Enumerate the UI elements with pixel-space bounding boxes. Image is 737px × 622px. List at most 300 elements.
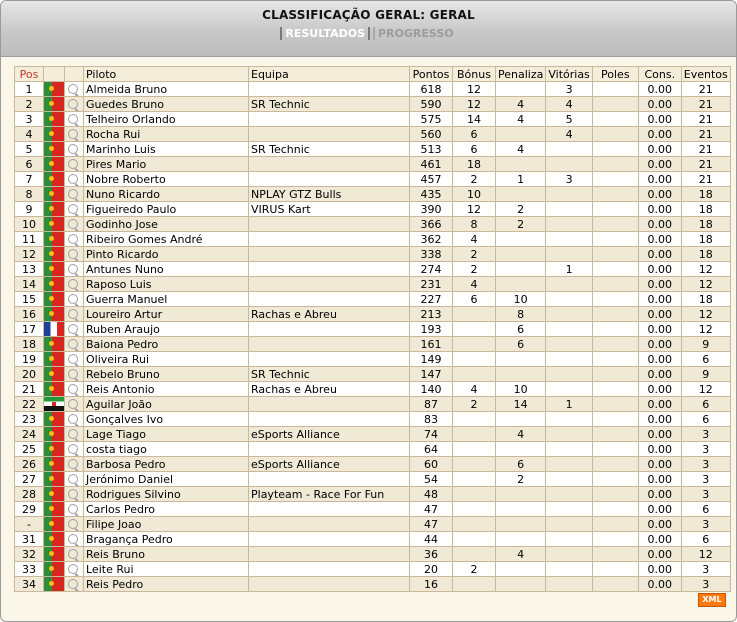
cell-piloto[interactable]: Baiona Pedro	[84, 337, 249, 352]
cell-equipa	[249, 502, 410, 517]
cell-pontos: 457	[410, 172, 453, 187]
cell-vitorias	[546, 142, 592, 157]
cell-piloto[interactable]: Aguilar João	[84, 397, 249, 412]
cell-penaliza	[496, 487, 546, 502]
cell-pos: 1	[15, 82, 44, 97]
table-row	[15, 487, 731, 502]
cell-flag	[44, 292, 65, 307]
cell-pontos: 74	[410, 427, 453, 442]
magnifier-icon[interactable]	[68, 354, 78, 364]
magnifier-icon[interactable]	[68, 504, 78, 514]
flag-pt-icon	[44, 112, 64, 126]
cell-pontos: 461	[410, 157, 453, 172]
cell-penaliza	[496, 187, 546, 202]
cell-pontos: 435	[410, 187, 453, 202]
cell-cons: 0.00	[638, 562, 681, 577]
cell-vitorias: 1	[546, 262, 592, 277]
flag-pt-icon	[44, 427, 64, 441]
table-row	[15, 397, 731, 412]
cell-details	[65, 397, 84, 412]
cell-pontos: 590	[410, 97, 453, 112]
cell-pos: 18	[15, 337, 44, 352]
table-row	[15, 262, 731, 277]
cell-equipa	[249, 157, 410, 172]
cell-poles	[592, 382, 638, 397]
cell-piloto[interactable]: Filipe Joao	[84, 517, 249, 532]
magnifier-icon[interactable]	[68, 519, 78, 529]
cell-eventos: 3	[681, 427, 730, 442]
cell-bonus	[453, 337, 496, 352]
magnifier-icon[interactable]	[68, 174, 78, 184]
col-flag	[44, 67, 65, 82]
cell-cons: 0.00	[638, 172, 681, 187]
cell-pos: 28	[15, 487, 44, 502]
cell-pontos: 44	[410, 532, 453, 547]
cell-penaliza	[496, 532, 546, 547]
cell-equipa	[249, 472, 410, 487]
col-bonus[interactable]: Bónus	[453, 67, 496, 82]
flag-pt-icon	[44, 487, 64, 501]
cell-piloto[interactable]: Guerra Manuel	[84, 292, 249, 307]
cell-piloto[interactable]: Bragança Pedro	[84, 532, 249, 547]
cell-cons: 0.00	[638, 112, 681, 127]
cell-piloto[interactable]: Godinho Jose	[84, 217, 249, 232]
cell-poles	[592, 427, 638, 442]
flag-pt-icon	[44, 562, 64, 576]
cell-penaliza: 6	[496, 322, 546, 337]
cell-poles	[592, 217, 638, 232]
cell-flag	[44, 232, 65, 247]
col-pontos[interactable]: Pontos	[410, 67, 453, 82]
cell-equipa	[249, 412, 410, 427]
cell-equipa	[249, 577, 410, 592]
cell-eventos: 3	[681, 517, 730, 532]
cell-cons: 0.00	[638, 412, 681, 427]
cell-eventos: 12	[681, 547, 730, 562]
tab-resultados[interactable]: RESULTADOS	[280, 27, 370, 40]
cell-flag	[44, 157, 65, 172]
cell-flag	[44, 517, 65, 532]
cell-eventos: 3	[681, 577, 730, 592]
cell-penaliza: 2	[496, 202, 546, 217]
cell-pos: 15	[15, 292, 44, 307]
flag-pt-icon	[44, 472, 64, 486]
cell-bonus	[453, 487, 496, 502]
col-cons[interactable]: Cons.	[638, 67, 681, 82]
cell-pontos: 366	[410, 217, 453, 232]
cell-flag	[44, 427, 65, 442]
cell-details	[65, 322, 84, 337]
cell-pontos: 231	[410, 277, 453, 292]
cell-eventos: 21	[681, 172, 730, 187]
flag-pt-icon	[44, 307, 64, 321]
cell-eventos: 12	[681, 382, 730, 397]
cell-piloto[interactable]: Lage Tiago	[84, 427, 249, 442]
cell-penaliza: 2	[496, 217, 546, 232]
cell-details	[65, 367, 84, 382]
cell-pos: 13	[15, 262, 44, 277]
cell-pos: 10	[15, 217, 44, 232]
table-row	[15, 187, 731, 202]
tab-progresso[interactable]: PROGRESSO	[373, 27, 457, 40]
magnifier-icon[interactable]	[68, 534, 78, 544]
cell-pontos: 60	[410, 457, 453, 472]
cell-pos: 17	[15, 322, 44, 337]
magnifier-icon[interactable]	[68, 114, 78, 124]
cell-vitorias	[546, 457, 592, 472]
cell-flag	[44, 307, 65, 322]
cell-cons: 0.00	[638, 277, 681, 292]
cell-details	[65, 502, 84, 517]
cell-bonus: 2	[453, 262, 496, 277]
cell-piloto[interactable]: Telheiro Orlando	[84, 112, 249, 127]
cell-piloto[interactable]: Figueiredo Paulo	[84, 202, 249, 217]
cell-pontos: 161	[410, 337, 453, 352]
table-row	[15, 382, 731, 397]
cell-pontos: 87	[410, 397, 453, 412]
cell-cons: 0.00	[638, 547, 681, 562]
page-title: CLASSIFICAÇÃO GERAL: GERAL	[262, 8, 475, 22]
standings-table-wrap	[14, 66, 731, 592]
cell-cons: 0.00	[638, 247, 681, 262]
cell-penaliza: 10	[496, 292, 546, 307]
cell-piloto[interactable]: Loureiro Artur	[84, 307, 249, 322]
magnifier-icon[interactable]	[68, 369, 78, 379]
cell-penaliza: 4	[496, 142, 546, 157]
cell-eventos: 6	[681, 352, 730, 367]
cell-vitorias	[546, 472, 592, 487]
cell-pos: 12	[15, 247, 44, 262]
magnifier-icon[interactable]	[68, 189, 78, 199]
cell-piloto[interactable]: Reis Bruno	[84, 547, 249, 562]
cell-bonus: 2	[453, 247, 496, 262]
flag-pt-icon	[44, 262, 64, 276]
table-row	[15, 532, 731, 547]
cell-pos: 5	[15, 142, 44, 157]
cell-flag	[44, 457, 65, 472]
cell-poles	[592, 562, 638, 577]
cell-flag	[44, 112, 65, 127]
cell-piloto[interactable]: Pinto Ricardo	[84, 247, 249, 262]
cell-details	[65, 217, 84, 232]
cell-bonus	[453, 532, 496, 547]
magnifier-icon[interactable]	[68, 429, 78, 439]
cell-bonus: 10	[453, 187, 496, 202]
magnifier-icon[interactable]	[68, 324, 78, 334]
cell-details	[65, 562, 84, 577]
flag-pt-icon	[44, 502, 64, 516]
magnifier-icon[interactable]	[68, 234, 78, 244]
cell-piloto[interactable]: Ribeiro Gomes André	[84, 232, 249, 247]
cell-eventos: 21	[681, 82, 730, 97]
cell-piloto[interactable]: Nuno Ricardo	[84, 187, 249, 202]
table-row	[15, 517, 731, 532]
cell-bonus: 2	[453, 397, 496, 412]
cell-piloto[interactable]: Barbosa Pedro	[84, 457, 249, 472]
magnifier-icon[interactable]	[68, 339, 78, 349]
magnifier-icon[interactable]	[68, 204, 78, 214]
cell-vitorias	[546, 232, 592, 247]
cell-pos: 26	[15, 457, 44, 472]
cell-penaliza: 14	[496, 397, 546, 412]
col-equipa[interactable]: Equipa	[249, 67, 410, 82]
magnifier-icon[interactable]	[68, 474, 78, 484]
cell-pos: 21	[15, 382, 44, 397]
table-row	[15, 577, 731, 592]
cell-pos: 22	[15, 397, 44, 412]
magnifier-icon[interactable]	[68, 444, 78, 454]
cell-vitorias	[546, 547, 592, 562]
cell-flag	[44, 337, 65, 352]
table-row	[15, 292, 731, 307]
cell-eventos: 6	[681, 412, 730, 427]
cell-pontos: 575	[410, 112, 453, 127]
cell-flag	[44, 577, 65, 592]
cell-poles	[592, 577, 638, 592]
cell-cons: 0.00	[638, 292, 681, 307]
flag-pt-icon	[44, 577, 64, 591]
cell-piloto[interactable]: Rebelo Bruno	[84, 367, 249, 382]
table-row	[15, 217, 731, 232]
magnifier-icon[interactable]	[68, 309, 78, 319]
cell-bonus: 6	[453, 127, 496, 142]
cell-vitorias	[546, 337, 592, 352]
cell-bonus	[453, 442, 496, 457]
cell-cons: 0.00	[638, 427, 681, 442]
cell-poles	[592, 187, 638, 202]
cell-cons: 0.00	[638, 217, 681, 232]
cell-poles	[592, 142, 638, 157]
table-row	[15, 157, 731, 172]
flag-pt-icon	[44, 97, 64, 111]
flag-pt-icon	[44, 382, 64, 396]
cell-cons: 0.00	[638, 142, 681, 157]
magnifier-icon[interactable]	[68, 264, 78, 274]
cell-details	[65, 517, 84, 532]
cell-vitorias: 4	[546, 127, 592, 142]
cell-eventos: 21	[681, 127, 730, 142]
magnifier-icon[interactable]	[68, 249, 78, 259]
cell-vitorias	[546, 202, 592, 217]
cell-pos: 6	[15, 157, 44, 172]
cell-piloto[interactable]: Almeida Bruno	[84, 82, 249, 97]
cell-poles	[592, 127, 638, 142]
cell-pos: 11	[15, 232, 44, 247]
cell-vitorias	[546, 247, 592, 262]
magnifier-icon[interactable]	[68, 549, 78, 559]
cell-eventos: 6	[681, 502, 730, 517]
cell-piloto[interactable]: Carlos Pedro	[84, 502, 249, 517]
cell-poles	[592, 112, 638, 127]
cell-penaliza	[496, 517, 546, 532]
col-vitorias[interactable]: Vitórias	[546, 67, 592, 82]
magnifier-icon[interactable]	[68, 489, 78, 499]
flag-pt-icon	[44, 337, 64, 351]
table-row	[15, 412, 731, 427]
flag-pt-icon	[44, 352, 64, 366]
cell-details	[65, 472, 84, 487]
cell-details	[65, 202, 84, 217]
cell-pontos: 513	[410, 142, 453, 157]
cell-equipa	[249, 172, 410, 187]
cell-penaliza	[496, 277, 546, 292]
cell-details	[65, 487, 84, 502]
magnifier-icon[interactable]	[68, 459, 78, 469]
cell-piloto[interactable]: Nobre Roberto	[84, 172, 249, 187]
cell-penaliza	[496, 442, 546, 457]
cell-piloto[interactable]: Raposo Luis	[84, 277, 249, 292]
cell-piloto[interactable]: Rodrigues Silvino	[84, 487, 249, 502]
cell-cons: 0.00	[638, 367, 681, 382]
cell-piloto[interactable]: Pires Mario	[84, 157, 249, 172]
cell-poles	[592, 457, 638, 472]
cell-equipa	[249, 292, 410, 307]
cell-pontos: 147	[410, 367, 453, 382]
col-piloto[interactable]: Piloto	[84, 67, 249, 82]
xml-export-button[interactable]: XML	[698, 593, 726, 607]
cell-piloto[interactable]: Gonçalves Ivo	[84, 412, 249, 427]
cell-cons: 0.00	[638, 502, 681, 517]
magnifier-icon[interactable]	[68, 99, 78, 109]
magnifier-icon[interactable]	[68, 129, 78, 139]
cell-cons: 0.00	[638, 442, 681, 457]
cell-details	[65, 337, 84, 352]
cell-equipa	[249, 277, 410, 292]
cell-details	[65, 292, 84, 307]
cell-equipa	[249, 112, 410, 127]
cell-pontos: 47	[410, 517, 453, 532]
table-row	[15, 547, 731, 562]
cell-equipa	[249, 217, 410, 232]
cell-flag	[44, 187, 65, 202]
table-row	[15, 427, 731, 442]
cell-equipa	[249, 397, 410, 412]
cell-piloto[interactable]: Oliveira Rui	[84, 352, 249, 367]
cell-piloto[interactable]: costa tiago	[84, 442, 249, 457]
cell-pos: 29	[15, 502, 44, 517]
magnifier-icon[interactable]	[68, 414, 78, 424]
col-eventos[interactable]: Eventos	[681, 67, 730, 82]
cell-eventos: 21	[681, 142, 730, 157]
cell-flag	[44, 142, 65, 157]
table-row	[15, 457, 731, 472]
cell-cons: 0.00	[638, 307, 681, 322]
cell-piloto[interactable]: Antunes Nuno	[84, 262, 249, 277]
cell-pos: 24	[15, 427, 44, 442]
flag-pt-icon	[44, 442, 64, 456]
magnifier-icon[interactable]	[68, 144, 78, 154]
cell-poles	[592, 322, 638, 337]
flag-pt-icon	[44, 127, 64, 141]
magnifier-icon[interactable]	[68, 579, 78, 589]
cell-details	[65, 112, 84, 127]
flag-pt-icon	[44, 547, 64, 561]
flag-ir-icon	[44, 397, 64, 411]
cell-poles	[592, 337, 638, 352]
flag-pt-icon	[44, 82, 64, 96]
magnifier-icon[interactable]	[68, 399, 78, 409]
cell-vitorias	[546, 382, 592, 397]
cell-vitorias	[546, 562, 592, 577]
cell-piloto[interactable]: Leite Rui	[84, 562, 249, 577]
cell-details	[65, 577, 84, 592]
cell-penaliza	[496, 157, 546, 172]
cell-details	[65, 277, 84, 292]
cell-equipa: Playteam - Race For Fun	[249, 487, 410, 502]
magnifier-icon[interactable]	[68, 384, 78, 394]
cell-piloto[interactable]: Reis Pedro	[84, 577, 249, 592]
cell-flag	[44, 322, 65, 337]
cell-details	[65, 307, 84, 322]
cell-penaliza	[496, 352, 546, 367]
cell-flag	[44, 397, 65, 412]
cell-penaliza	[496, 577, 546, 592]
magnifier-icon[interactable]	[68, 279, 78, 289]
table-row	[15, 82, 731, 97]
col-poles[interactable]: Poles	[592, 67, 638, 82]
cell-eventos: 3	[681, 442, 730, 457]
cell-poles	[592, 397, 638, 412]
magnifier-icon[interactable]	[68, 294, 78, 304]
cell-piloto[interactable]: Reis Antonio	[84, 382, 249, 397]
cell-piloto[interactable]: Marinho Luis	[84, 142, 249, 157]
cell-equipa	[249, 82, 410, 97]
cell-vitorias: 4	[546, 97, 592, 112]
cell-equipa: Rachas e Abreu	[249, 307, 410, 322]
cell-piloto[interactable]: Ruben Araujo	[84, 322, 249, 337]
cell-poles	[592, 172, 638, 187]
cell-poles	[592, 292, 638, 307]
cell-pos: 4	[15, 127, 44, 142]
cell-piloto[interactable]: Rocha Rui	[84, 127, 249, 142]
magnifier-icon[interactable]	[68, 219, 78, 229]
cell-pontos: 48	[410, 487, 453, 502]
cell-piloto[interactable]: Guedes Bruno	[84, 97, 249, 112]
cell-pos: -	[15, 517, 44, 532]
flag-pt-icon	[44, 457, 64, 471]
cell-flag	[44, 547, 65, 562]
cell-pontos: 54	[410, 472, 453, 487]
col-pos[interactable]: Pos	[15, 67, 44, 82]
cell-vitorias	[546, 367, 592, 382]
cell-pos: 9	[15, 202, 44, 217]
cell-cons: 0.00	[638, 577, 681, 592]
cell-details	[65, 427, 84, 442]
flag-pt-icon	[44, 157, 64, 171]
cell-vitorias	[546, 502, 592, 517]
cell-details	[65, 547, 84, 562]
magnifier-icon[interactable]	[68, 84, 78, 94]
table-row	[15, 472, 731, 487]
cell-equipa: NPLAY GTZ Bulls	[249, 187, 410, 202]
cell-flag	[44, 352, 65, 367]
cell-piloto[interactable]: Jerónimo Daniel	[84, 472, 249, 487]
flag-pt-icon	[44, 142, 64, 156]
cell-pontos: 83	[410, 412, 453, 427]
cell-eventos: 18	[681, 217, 730, 232]
cell-details	[65, 127, 84, 142]
table-row	[15, 442, 731, 457]
cell-vitorias	[546, 322, 592, 337]
cell-cons: 0.00	[638, 202, 681, 217]
cell-penaliza	[496, 502, 546, 517]
magnifier-icon[interactable]	[68, 564, 78, 574]
cell-pontos: 390	[410, 202, 453, 217]
cell-bonus	[453, 502, 496, 517]
col-penaliza[interactable]: Penaliza	[496, 67, 546, 82]
magnifier-icon[interactable]	[68, 159, 78, 169]
cell-penaliza: 6	[496, 337, 546, 352]
